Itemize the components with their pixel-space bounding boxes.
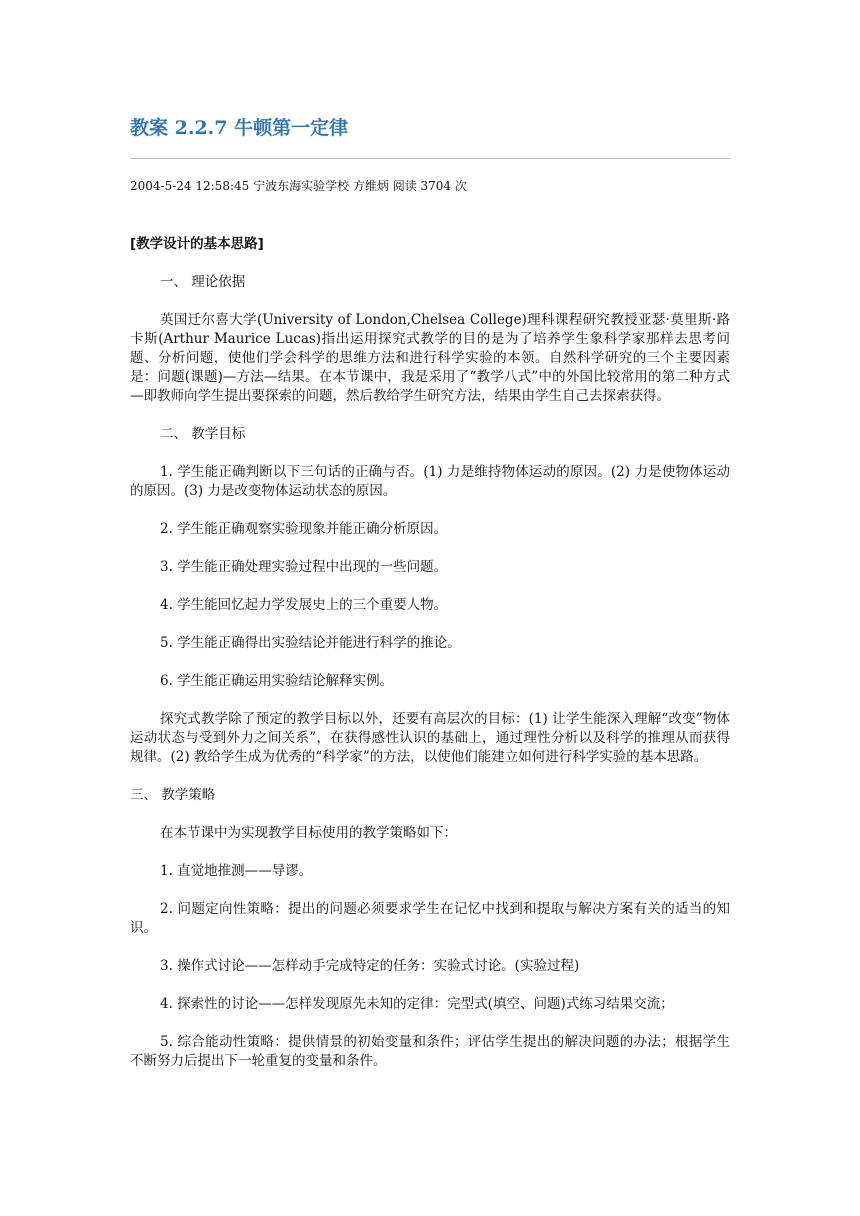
section-heading: [教学设计的基本思路]	[130, 236, 264, 252]
strategy-item-1: 1. 直觉地推测——导谬。	[160, 863, 313, 879]
strategy-item-5: 5. 综合能动性策略：提供情景的初始变量和条件；评估学生提出的解决问题的办法；根据学生不断努力后提出下一轮重复的变量和条件。	[130, 1034, 730, 1069]
section-1-title: 一、 理论依据	[160, 274, 246, 290]
section-3-title: 三、 教学策略	[130, 787, 216, 803]
goal-item-2: 2. 学生能正确观察实验现象并能正确分析原因。	[160, 521, 448, 537]
article-title: 教案 2.2.7 牛顿第一定律	[130, 117, 349, 139]
goal-item-1: 1. 学生能正确判断以下三句话的正确与否。(1) 力是维持物体运动的原因。(2) 力是使物体运动的原因。(3) 力是改变物体运动状态的原因。	[130, 464, 730, 499]
goals-extra-paragraph: 探究式教学除了预定的教学目标以外，还要有高层次的目标：(1) 让学生能深入理解“改变”物体运动状态与受到外力之间关系”，在获得感性认识的基础上，通过理性分析以及科学的推理从而获得规律。(2) 教给学生成为优秀的“科学家”的方法，以使他们能建立如何进行科学实验的基本思路。	[130, 711, 730, 765]
goal-item-3: 3. 学生能正确处理实验过程中出现的一些问题。	[160, 559, 448, 575]
goal-item-4: 4. 学生能回忆起力学发展史上的三个重要人物。	[160, 597, 448, 613]
strategy-item-4: 4. 探索性的讨论——怎样发现原先未知的定律：完型式(填空、问题)式练习结果交流；	[160, 996, 674, 1012]
goal-item-6: 6. 学生能正确运用实验结论解释实例。	[160, 673, 394, 689]
strategy-intro: 在本节课中为实现教学目标使用的教学策略如下：	[160, 825, 457, 841]
strategy-item-2: 2. 问题定向性策略：提出的问题必须要求学生在记忆中找到和提取与解决方案有关的适当的知识。	[130, 901, 730, 936]
article-meta: 2004-5-24 12:58:45 宁波东海实验学校 方维炳 阅读 3704 次	[130, 179, 467, 193]
section-2-title: 二、 教学目标	[160, 426, 246, 442]
article-body	[130, 235, 730, 1090]
section-1-paragraph: 英国迁尔喜大学(University of London,Chelsea College)理科课程研究教授亚瑟·莫里斯·路卡斯(Arthur Maurice Lucas)指出运用探究式教学的目的是为了培养学生象科学家那样去思考问题、分析问题，使他们学会科学的思维方法和进行科学实验的本领。自然科学研究的三个主要因素是：问题(课题)—方法—结果。在本节课中，我是采用了“教学八式”中的外国比较常用的第二种方式—即教师向学生提出要探索的问题，然后教给学生研究方法，结果由学生自己去探索获得。	[130, 312, 730, 404]
goal-item-5: 5. 学生能正确得出实验结论并能进行科学的推论。	[160, 635, 461, 651]
title-divider	[130, 158, 730, 159]
strategy-item-3: 3. 操作式讨论——怎样动手完成特定的任务：实验式讨论。(实验过程)	[160, 958, 580, 974]
